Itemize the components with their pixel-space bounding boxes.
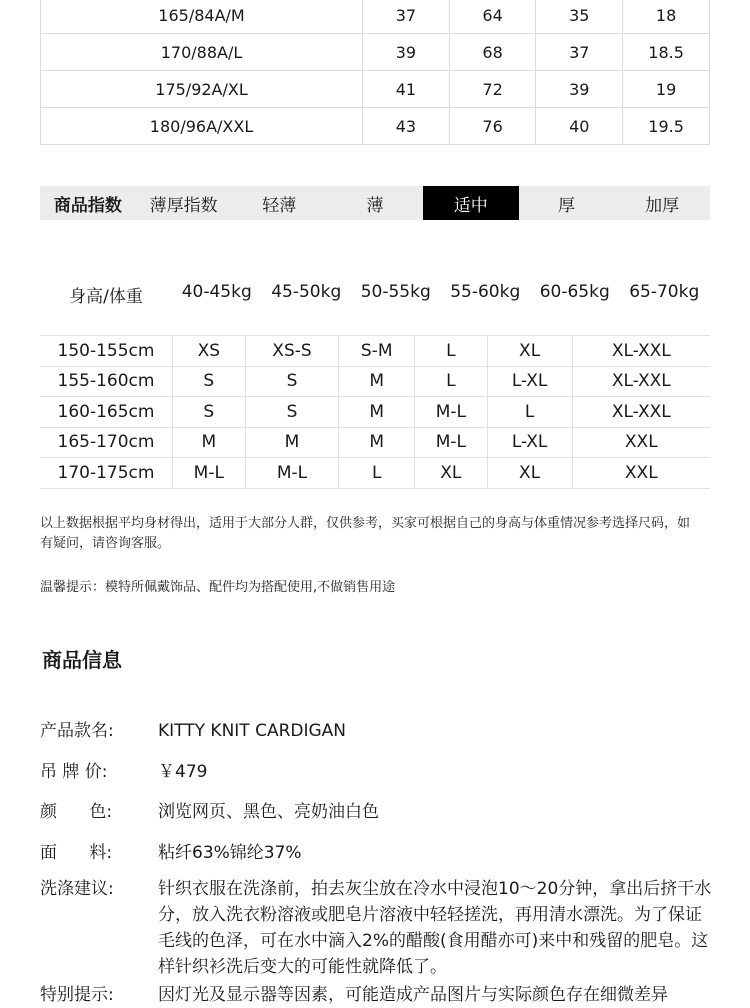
recommended-size-cell: M: [339, 366, 415, 397]
recommended-size-cell: M: [339, 397, 415, 428]
height-range-cell: 150-155cm: [40, 336, 173, 367]
recommended-size-cell: XS-S: [245, 336, 339, 367]
recommended-size-cell: XXL: [572, 427, 710, 458]
wash-label: 洗涤建议:: [40, 879, 114, 899]
recommended-size-cell: XL: [487, 336, 572, 367]
height-range-cell: 155-160cm: [40, 366, 173, 397]
recommended-size-cell: L: [487, 397, 572, 428]
recommend-row: [40, 458, 710, 489]
data-note: 以上数据根据平均身材得出，适用于大部分人群，仅供参考，买家可根据自己的身高与体重情况参考选择尺码，如有疑问，请咨询客服。: [40, 516, 691, 551]
special-value: 因灯光及显示器等因素，可能造成产品图片与实际颜色存在细微差异: [158, 985, 668, 1005]
material-value: 粘纤63%锦纶37%: [158, 843, 302, 863]
header-weight: 40-45kg: [181, 282, 252, 302]
measurement-cell: 76: [449, 108, 536, 145]
recommended-size-cell: M-L: [415, 397, 488, 428]
header-weight: 55-60kg: [450, 282, 521, 302]
measurement-cell: 18: [623, 0, 710, 34]
size-label-cell: 170/88A/L: [41, 34, 363, 71]
material-label: 面 料:: [40, 843, 113, 863]
header-weight: 65-70kg: [629, 282, 700, 302]
info-row-wash: [40, 876, 712, 980]
size-table-row: [41, 34, 710, 71]
measurement-cell: 43: [363, 108, 450, 145]
accessory-tip: 温馨提示：模特所佩戴饰品、配件均为搭配使用,不做销售用途: [40, 580, 396, 595]
measurement-cell: 37: [536, 34, 623, 71]
header-weight: 45-50kg: [271, 282, 342, 302]
measurement-cell: 68: [449, 34, 536, 71]
color-label: 颜 色:: [40, 802, 113, 822]
height-range-cell: 170-175cm: [40, 458, 173, 489]
recommended-size-cell: M: [245, 427, 339, 458]
recommended-size-cell: M-L: [245, 458, 339, 489]
price-label: 吊 牌 价:: [40, 762, 108, 782]
recommended-size-cell: S: [245, 397, 339, 428]
size-table-row: [41, 0, 710, 34]
recommended-size-cell: XL: [487, 458, 572, 489]
measurement-cell: 19.5: [623, 108, 710, 145]
measurement-cell: 72: [449, 71, 536, 108]
thickness-option-very-thin: 轻薄: [262, 195, 297, 216]
measurement-cell: 37: [363, 0, 450, 34]
recommended-size-cell: L: [415, 336, 488, 367]
measurement-cell: 39: [536, 71, 623, 108]
recommended-size-cell: S: [245, 366, 339, 397]
thickness-option-very-thick: 加厚: [645, 195, 680, 216]
height-range-cell: 165-170cm: [40, 427, 173, 458]
height-range-cell: 160-165cm: [40, 397, 173, 428]
size-recommend-table: [40, 335, 710, 489]
recommended-size-cell: XXL: [572, 458, 710, 489]
recommended-size-cell: XL: [415, 458, 488, 489]
info-row-special: [40, 982, 712, 1008]
recommended-size-cell: L: [415, 366, 488, 397]
info-row-material: [40, 840, 712, 866]
info-row-price: [40, 759, 712, 785]
thickness-option-thick: 厚: [557, 195, 575, 216]
thickness-label: 商品指数: [53, 195, 122, 216]
header-weight: 60-65kg: [539, 282, 610, 302]
size-label-cell: 175/92A/XL: [41, 71, 363, 108]
thickness-option-medium: 适中: [423, 186, 519, 220]
model-label: 产品款名:: [40, 721, 114, 741]
thickness-index-bar: [40, 186, 710, 220]
recommended-size-cell: XL-XXL: [572, 397, 710, 428]
size-table-row: [41, 108, 710, 145]
recommend-row: [40, 366, 710, 397]
recommended-size-cell: L: [339, 458, 415, 489]
size-label-cell: 180/96A/XXL: [41, 108, 363, 145]
recommend-row: [40, 397, 710, 428]
size-recommend-header: [40, 282, 710, 307]
info-row-model: [40, 718, 712, 744]
recommended-size-cell: M: [173, 427, 246, 458]
measurement-cell: 18.5: [623, 34, 710, 71]
recommended-size-cell: L-XL: [487, 427, 572, 458]
recommend-row: [40, 427, 710, 458]
thickness-category: 薄厚指数: [149, 195, 218, 216]
recommended-size-cell: XL-XXL: [572, 366, 710, 397]
model-value: KITTY KNIT CARDIGAN: [158, 721, 347, 741]
recommended-size-cell: M-L: [173, 458, 246, 489]
measurement-cell: 35: [536, 0, 623, 34]
recommended-size-cell: S: [173, 397, 246, 428]
info-row-color: [40, 799, 712, 825]
size-label-cell: 165/84A/M: [41, 0, 363, 34]
measurement-cell: 64: [449, 0, 536, 34]
measurement-cell: 19: [623, 71, 710, 108]
recommended-size-cell: M: [339, 427, 415, 458]
measurement-cell: 40: [536, 108, 623, 145]
recommended-size-cell: S: [173, 366, 246, 397]
header-height-weight: 身高/体重: [69, 287, 143, 307]
recommended-size-cell: M-L: [415, 427, 488, 458]
recommended-size-cell: XS: [173, 336, 246, 367]
thickness-option-thin: 薄: [366, 195, 384, 216]
recommend-row: [40, 336, 710, 367]
special-label: 特别提示:: [40, 985, 114, 1005]
recommended-size-cell: L-XL: [487, 366, 572, 397]
header-weight: 50-55kg: [360, 282, 431, 302]
recommended-size-cell: S-M: [339, 336, 415, 367]
wash-value: 针织衣服在洗涤前，拍去灰尘放在冷水中浸泡10～20分钟，拿出后挤干水分，放入洗衣粉溶液或肥皂片溶液中轻轻搓洗，再用清水漂洗。为了保证毛线的色泽，可在水中滴入2%的醋酸(食用醋亦可)来中和残留的肥皂。这样针织衫洗后变大的可能性就降低了。: [158, 879, 712, 977]
size-table-row: [41, 71, 710, 108]
size-table: [40, 0, 710, 145]
measurement-cell: 41: [363, 71, 450, 108]
product-info-title: 商品信息: [42, 648, 122, 672]
price-value: ￥479: [158, 762, 208, 782]
measurement-cell: 39: [363, 34, 450, 71]
color-value: 浏览网页、黑色、亮奶油白色: [158, 802, 379, 822]
recommended-size-cell: XL-XXL: [572, 336, 710, 367]
